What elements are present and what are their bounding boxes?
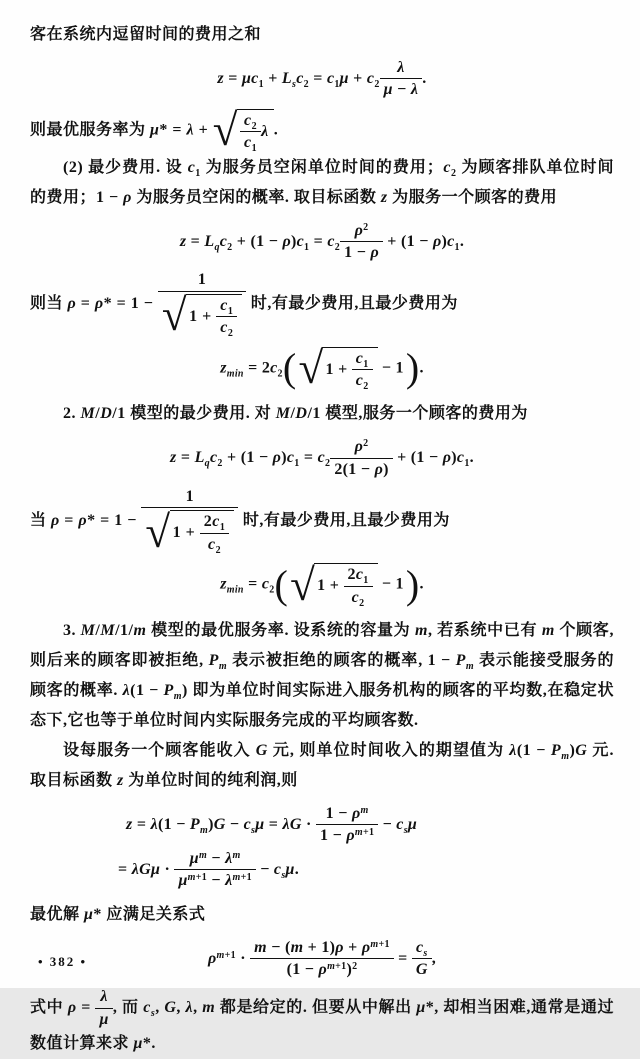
formula-total-cost: $z = \mu c_1 + L_sc_2 = c_1\mu + c_2$ $\frac{\lambda}{\mu - \lambda}$ . xyxy=(217,59,427,99)
formula-zmin-md1: $z_{min} = c_2$ ( √ 1 + $\frac{2c_1}{c_2}$ − 1 ) . xyxy=(220,559,424,610)
heading-md1-min-cost: 2. M/D/1 模型的最少费用. 对 M/D/1 模型,服务一个顾客的费用为 xyxy=(63,405,528,423)
paragraph-optimal-rho-md1: 当 ρ = ρ* = 1 − 1 √ 1 + $\frac{2c_1}{c_2}$ 时,有最少费用,且最少费用为 xyxy=(30,488,450,557)
heading-mm1m-optimal-rate: 3. M/M/1/m 模型的最优服务率. 设系统的容量为 m, 若系统中已有 m 个顾客,则后来的顾客即被拒绝, $P_m$ 表示被拒绝的顾客的概率, $1 - P_m$ 表示能接受服务的顾客的概率. $\lambda(1 - P_m)$ 即为单位时间实际进入服务机构的顾客的平均数,在稳定状态下,它也等于单位时间内实际服务完成的平均顾客数. xyxy=(30,622,614,730)
paragraph-min-cost-setup: (2) 最少费用. 设 $c_1$ 为服务员空闲单位时间的费用；$c_2$ 为顾客排队单位时间的费用；1 − ρ 为服务员空闲的概率. 取目标函数 z 为服务一个顾客的费用 xyxy=(30,158,614,206)
paragraph-optimality-intro: 最优解 μ* 应满足关系式 xyxy=(30,905,206,923)
formula-cost-per-customer-mm1: $z = L_qc_2 + (1 - \rho)c_1 = c_2$ $\frac{\rho^2}{1 - \rho}$ + $(1 - \rho)c_1$. xyxy=(179,221,465,261)
formula-cost-per-customer-md1: $z = L_qc_2 + (1 - \rho)c_1 = c_2$ $\frac{\rho^2}{2(1 - \rho)}$ + $(1 - \rho)c_1$. xyxy=(170,438,474,478)
formula-optimality-condition: $\rho^{m+1}$ · $\frac{m - (m + 1)\rho + \rho^{m+1}}{(1 - \rho^{m+1})^2}$ = $\frac{c_s}{G}$ , xyxy=(207,938,437,978)
paragraph-optimal-rho-mm1: 则当 ρ = ρ* = 1 − 1 √ 1 + $\frac{c_1}{c_2}$ 时,有最少费用,且最少费用为 xyxy=(30,271,458,341)
page-number: • 382 • xyxy=(38,954,88,969)
paragraph-optimal-service-rate: 则最优服务率为 μ* = λ + √ $\frac{c_2}{c_1}$ λ . xyxy=(30,105,279,156)
formula-profit-line1: $z = \lambda(1 - P_m)G - c_s\mu = \lambda G$ · $\frac{1 - \rho^m}{1 - \rho^{m+1}}$ − $c_s\mu$ xyxy=(126,805,418,845)
formula-zmin-mm1: $z_{min} = 2c_2$ ( √ 1 + $\frac{c_1}{c_2}$ − 1 ) . xyxy=(220,343,424,394)
paragraph-closing-remark: 式中 ρ = $\frac{\lambda}{\mu}$ , 而 $c_s$, G, λ, m 都是给定的. 但要从中解出 μ*, 却相当困难,通常是通过数值计算来求 μ*. xyxy=(30,988,614,1053)
formula-profit-line2: = λGμ · $\frac{\mu^m - \lambda^m}{\mu^{m+1} - \lambda^{m+1}}$ − $c_s\mu$. xyxy=(118,849,300,890)
paragraph-topic-continuation: 客在系统内逗留时间的费用之和 xyxy=(30,26,262,43)
paragraph-profit-setup: 设每服务一个顾客能收入 G 元, 则单位时间收入的期望值为 $\lambda(1 - P_m)G$ 元. 取目标函数 z 为单位时间的纯利润,则 xyxy=(30,742,614,790)
